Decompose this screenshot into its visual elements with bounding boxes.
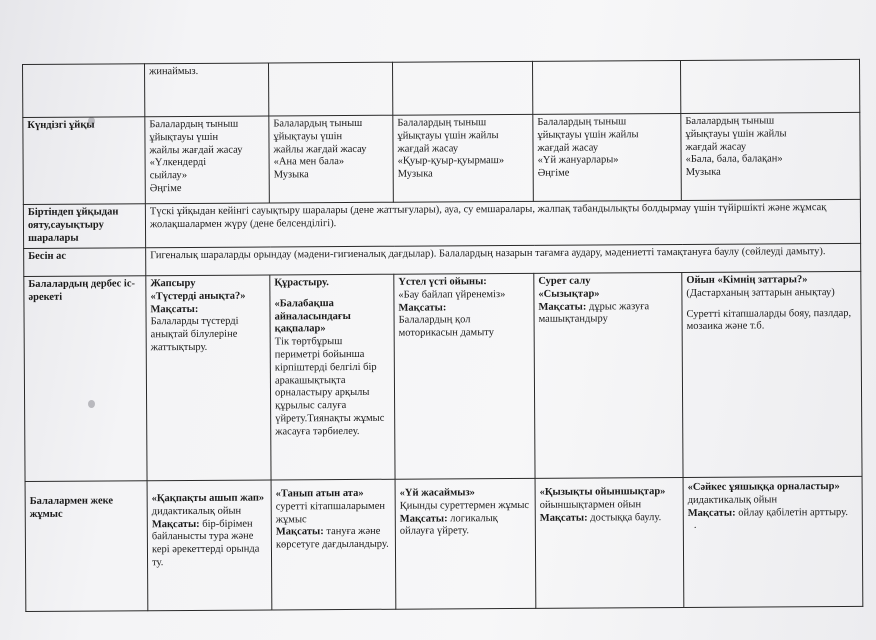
cell-empty	[532, 60, 680, 114]
independent-cell-5: Ойын «Кімнің заттары?» (Дастарханың заттарын анықтау) Суретті кітапшаларды бояу, пазлдар, мозаика және т.б.	[682, 271, 862, 477]
individual-cell-1: «Қақпақты ашып жап» дидактикалық ойын Мақсаты: бір-бірімен байланысты тура және кері әрекеттерді орында ту.	[147, 480, 272, 611]
independent-cell-2: Құрастыру. «Балабақша айналасындағы қақпалар» Тік төртбұрыш периметрі бойынша кірпіштерді белгілі бір аракашықтықта орналастыру арқылы құрылыс салуға үйрету.Тиянақты жұмыс жасауға тәрбиелеу.	[270, 274, 395, 480]
row-label-individual: Балалармен жеке жұмыс	[25, 481, 148, 612]
wake-text-cell: Түскі ұйқыдан кейінгі сауықтыру шаралары (дене жаттығулары), ауа, су емшаралары, жалпақ табандылықты болдырмау үшін түйіршікті және жұмсақ жолақшалармен жүру (дене белсенділігі).	[145, 199, 860, 247]
individual-cell-2: «Танып атын ата» суретті кітапшаларымен жұмыс Мақсаты: тануға және көрсетуге дағдыландыру.	[271, 479, 396, 610]
sleep-cell-2: Балалардың тыныш ұйықтауы үшін жайлы жағдай жасау «Ана мен бала» Музыка	[269, 115, 394, 203]
cell-empty	[392, 61, 532, 115]
table-row-individual	[25, 476, 863, 611]
table-row-wake	[23, 199, 860, 248]
daily-plan-table	[22, 59, 863, 612]
individual-cell-5: «Сәйкес ұяшыққа орналастыр» дидактикалық ойын Мақсаты: ойлау қабілетін арттыру. .	[683, 476, 863, 607]
cell-empty	[268, 62, 392, 116]
snack-text-cell: Гигеналық шараларды орындау (мәдени-гигиеналық дағдылар). Балалардың назарын тағамға аудару, мәдениетті тамақтануға баулу (сөйлеуді дамыту).	[146, 243, 861, 275]
row-label-sleep: Күндізгі ұйқы	[23, 117, 146, 205]
row-label-snack: Бесін ас	[24, 248, 146, 277]
independent-cell-1: Жапсыру «Түстерді анықта?» Мақсаты: Балаларды түстерді анықтай білулеріне жаттықтыру.	[146, 275, 271, 481]
table-row-independent	[24, 271, 862, 481]
independent-cell-4: Сурет салу «Сызықтар» Мақсаты: дұрыс жазуға машықтандыру	[534, 272, 683, 478]
table-row-sleep	[23, 112, 861, 204]
sleep-cell-4: Балалардың тыныш ұйықтауы үшін жайлы жағдай жасау «Үй жануарлары» Әңгіме	[533, 113, 682, 201]
cell-empty	[23, 64, 145, 118]
independent-cell-3: Үстел үсті ойыны: «Бау байлап үйренеміз» Мақсаты: Балалардың қол моторикасын дамыту	[394, 273, 535, 479]
individual-cell-3: «Үй жасаймыз» Қиынды суреттермен жұмыс Мақсаты: логикалық ойлауға үйрету.	[395, 478, 536, 609]
cell-empty	[680, 59, 859, 113]
sleep-cell-3: Балалардың тыныш ұйықтауы үшін жайлы жағдай жасау «Қуыр-қуыр-қуырмаш» Музыка	[393, 114, 534, 202]
sleep-cell-5: Балалардың тыныш ұйықтауы үшін жайлы жағдай жасау «Бала, бала, балақан» Музыка	[681, 112, 861, 200]
table-row-top	[23, 59, 860, 117]
cell-top-1: жинаймыз.	[145, 63, 269, 117]
row-label-independent: Балалардың дербес іс-әрекеті	[24, 276, 147, 482]
sleep-cell-1: Балалардың тыныш ұйықтауы үшін жайлы жағдай жасау «Үлкендерді сыйлау» Әңгіме	[145, 116, 270, 204]
row-label-wake: Біртіндеп ұйқыдан ояту,сауықтыру шаралары	[23, 204, 145, 249]
individual-cell-4: «Қызықты ойыншықтар» ойыншықтармен ойын Мақсаты: достыққа баулу.	[535, 477, 684, 608]
